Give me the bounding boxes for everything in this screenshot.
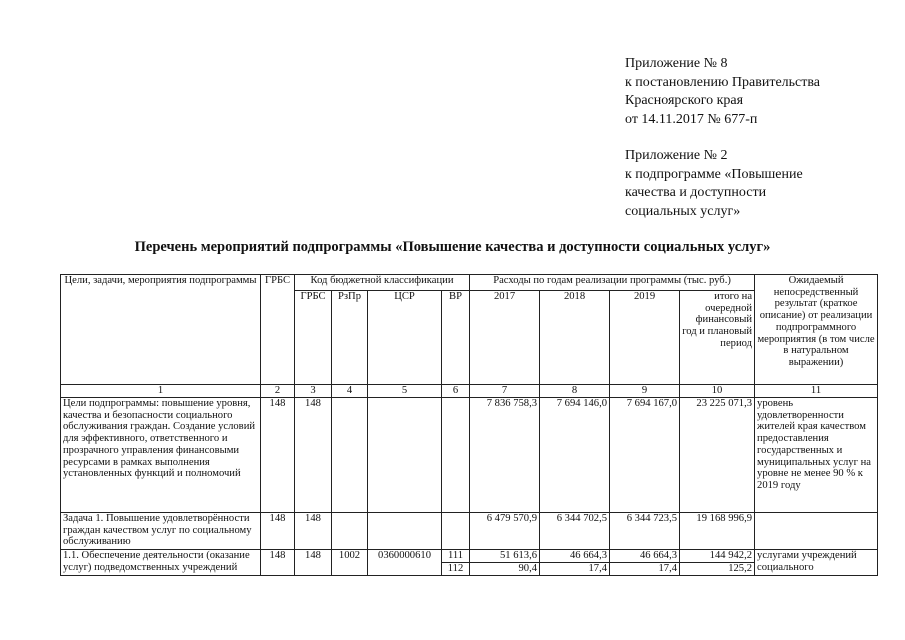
row-2017: 90,4 xyxy=(470,563,540,576)
row-grbs-code: 148 xyxy=(295,398,332,513)
col-number: 2 xyxy=(261,385,295,398)
row-goal-text: Цели подпрограммы: повышение уровня, качества и безопасности социального обслуживания граждан. Создание условий для эффективного, ответственного и прозрачного управления финансовыми ресурсами в рамках выполнения установленных функций и полномочий xyxy=(61,398,261,513)
header-sub-vr: ВР xyxy=(442,291,470,385)
row-grbs: 148 xyxy=(261,513,295,550)
row-rzpr xyxy=(332,513,368,550)
row-rzpr xyxy=(332,398,368,513)
row-2018: 46 664,3 xyxy=(540,550,610,563)
header-year-2018: 2018 xyxy=(540,291,610,385)
header-result: Ожидаемый непосредственный результат (краткое описание) от реализации подпрограммного мероприятия (в том числе в натуральном выражении) xyxy=(755,275,878,385)
row-csr: 0360000610 xyxy=(368,550,442,576)
row-result: уровень удовлетворенности жителей края качеством предоставления государственных и муниципальных услуг на уровне не менее 90 % к 2019 году xyxy=(755,398,878,513)
appendix-line: качества и доступности xyxy=(625,185,767,200)
col-number: 5 xyxy=(368,385,442,398)
header-year-2019: 2019 xyxy=(610,291,680,385)
row-2017: 51 613,6 xyxy=(470,550,540,563)
col-number: 11 xyxy=(755,385,878,398)
appendix-line: Приложение № 8 xyxy=(625,56,728,71)
column-number-row xyxy=(61,385,878,398)
col-number: 9 xyxy=(610,385,680,398)
col-number: 3 xyxy=(295,385,332,398)
table-row xyxy=(61,550,878,563)
col-number: 4 xyxy=(332,385,368,398)
row-2019: 46 664,3 xyxy=(610,550,680,563)
row-total: 23 225 071,3 xyxy=(680,398,755,513)
table-row xyxy=(61,398,878,513)
row-csr xyxy=(368,398,442,513)
header-year-2017: 2017 xyxy=(470,291,540,385)
row-rzpr: 1002 xyxy=(332,550,368,576)
row-vr xyxy=(442,398,470,513)
header-total: итого на очередной финансовый год и плановый период xyxy=(680,291,755,385)
row-grbs: 148 xyxy=(261,398,295,513)
header-sub-csr: ЦСР xyxy=(368,291,442,385)
row-2019: 17,4 xyxy=(610,563,680,576)
col-number: 10 xyxy=(680,385,755,398)
row-2017: 6 479 570,9 xyxy=(470,513,540,550)
row-result xyxy=(755,513,878,550)
row-total: 19 168 996,9 xyxy=(680,513,755,550)
row-2018: 6 344 702,5 xyxy=(540,513,610,550)
col-number: 7 xyxy=(470,385,540,398)
document-title: Перечень мероприятий подпрограммы «Повышение качества и доступности социальных услуг» xyxy=(134,239,771,255)
header-goals: Цели, задачи, мероприятия подпрограммы xyxy=(61,275,261,385)
appendix-block xyxy=(625,55,820,221)
row-goal-text: Задача 1. Повышение удовлетворённости граждан качеством услуг по социальному обслуживанию xyxy=(61,513,261,550)
row-vr: 112 xyxy=(442,563,470,576)
row-goal-text: 1.1. Обеспечение деятельности (оказание услуг) подведомственных учреждений xyxy=(61,550,261,576)
appendix-line: от 14.11.2017 № 677-п xyxy=(625,111,758,127)
appendix-line: социальных услуг» xyxy=(625,203,741,219)
header-sub-rzpr: РзПр xyxy=(332,291,368,385)
col-number: 1 xyxy=(61,385,261,398)
measures-table xyxy=(60,274,878,576)
row-2019: 7 694 167,0 xyxy=(610,398,680,513)
header-budget-code: Код бюджетной классификации xyxy=(295,275,470,291)
col-number: 6 xyxy=(442,385,470,398)
appendix-line: к постановлению Правительства xyxy=(625,74,821,90)
row-grbs-code: 148 xyxy=(295,550,332,576)
row-2018: 17,4 xyxy=(540,563,610,576)
table-row xyxy=(61,513,878,550)
row-total: 144 942,2 xyxy=(680,550,755,563)
header-row xyxy=(61,275,878,291)
appendix-line: Приложение № 2 xyxy=(625,148,728,163)
header-expenses: Расходы по годам реализации программы (тыс. руб.) xyxy=(470,275,755,291)
header-sub-grbs: ГРБС xyxy=(295,291,332,385)
row-vr: 111 xyxy=(442,550,470,563)
row-vr xyxy=(442,513,470,550)
appendix-line: к подпрограмме «Повышение xyxy=(625,166,803,182)
row-2019: 6 344 723,5 xyxy=(610,513,680,550)
row-2018: 7 694 146,0 xyxy=(540,398,610,513)
header-grbs: ГРБС xyxy=(261,275,295,385)
col-number: 8 xyxy=(540,385,610,398)
row-grbs: 148 xyxy=(261,550,295,576)
row-result: услугами учреждений социального xyxy=(755,550,878,576)
appendix-line: Красноярского края xyxy=(625,93,744,108)
row-grbs-code: 148 xyxy=(295,513,332,550)
row-csr xyxy=(368,513,442,550)
row-total: 125,2 xyxy=(680,563,755,576)
row-2017: 7 836 758,3 xyxy=(470,398,540,513)
